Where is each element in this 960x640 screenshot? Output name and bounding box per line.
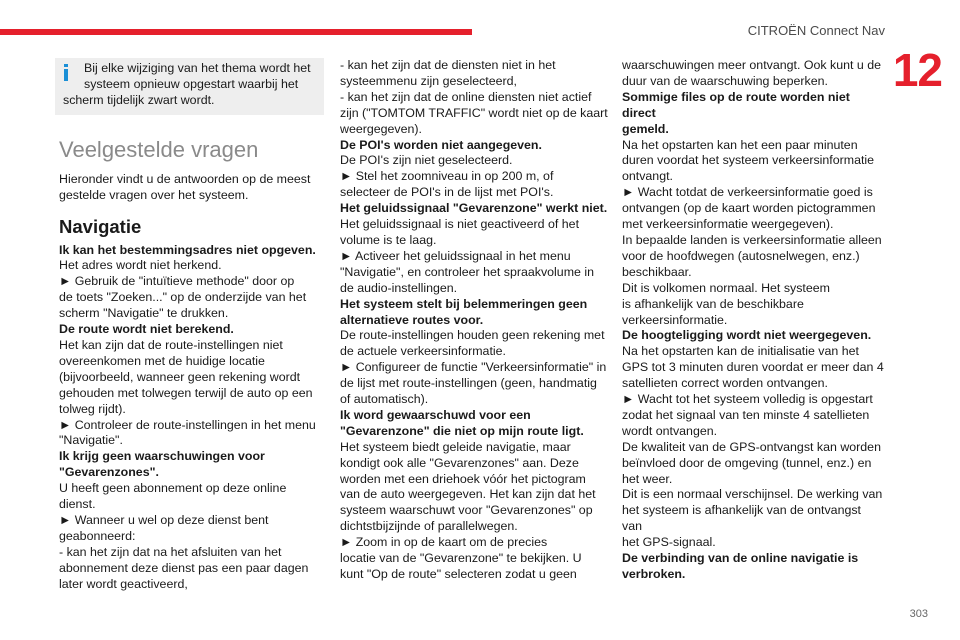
text-line: weergegeven). [340, 121, 422, 136]
text-line: systeemmenu zijn geselecteerd, [340, 73, 517, 88]
question: Ik krijg geen waarschuwingen voor [59, 449, 265, 464]
text-line: volume is te laag. [340, 232, 437, 247]
text-line: Na het opstarten kan de initialisatie van het [622, 344, 859, 359]
text-line: ► Configureer de functie "Verkeersinformatie" in [340, 360, 607, 375]
question: "Gevarenzone" die niet op mijn route ligt. [340, 423, 584, 438]
answer-line: de toets "Zoeken..." op de onderzijde van het [59, 290, 307, 305]
text-line: ► Activeer het geluidssignaal in het menu [340, 248, 571, 263]
column-1 [59, 58, 324, 592]
question: alternatieve routes voor. [340, 312, 484, 327]
question: Het systeem stelt bij belemmeringen geen [340, 296, 588, 311]
text-line: satellieten correct worden ontvangen. [622, 376, 828, 391]
question: Het geluidssignaal "Gevarenzone" werkt niet. [340, 201, 608, 216]
text-line: van de auto weergegeven. Het kan zijn dat het [340, 487, 596, 502]
text-line: selecteer de POI's in de lijst met POI's. [340, 185, 554, 200]
text-line: dichtstbijzijnde of parallelwegen. [340, 519, 518, 534]
text-line: - kan het zijn dat de diensten niet in het [340, 58, 556, 72]
text-line: beschikbaar. [622, 264, 692, 279]
answer-line: geabonneerd: [59, 528, 136, 543]
header-accent-bar [0, 29, 472, 35]
question: Sommige files op de route worden niet direct [622, 89, 850, 120]
text-line: het systeem is afhankelijk van de ontvangst van [622, 503, 861, 534]
answer-line: gehouden met tolwegen terwijl de auto op een [59, 385, 313, 400]
text-line: Dit is een normaal verschijnsel. De werking van [622, 487, 883, 502]
answer-line: scherm "Navigatie" te drukken. [59, 306, 229, 321]
text-line: De POI's zijn niet geselecteerd. [340, 153, 513, 168]
text-line: De kwaliteit van de GPS-ontvangst kan worden [622, 439, 881, 454]
text-line: wordt ontvangen. [622, 423, 718, 438]
intro-text: Hieronder vindt u de antwoorden op de meest gestelde vragen over het systeem. [59, 171, 311, 202]
info-note [55, 58, 324, 115]
text-line: beïnvloed door de omgeving (tunnel, enz.) en [622, 455, 872, 470]
text-line: voor de hoofdwegen (autosnelwegen, enz.) [622, 248, 860, 263]
answer-line: U heeft geen abonnement op deze online dienst. [59, 481, 287, 512]
text-line: zodat het signaal van ten minste 4 satellieten [622, 407, 870, 422]
text-line: worden met een driehoek vóór het pictogram [340, 471, 586, 486]
question: De route wordt niet berekend. [59, 322, 234, 337]
text-line: ontvangt. [622, 169, 673, 184]
info-line: systeem opnieuw opgestart waarbij het [84, 76, 299, 91]
text-line: Het geluidssignaal is niet geactiveerd of het [340, 217, 580, 232]
answer-line: abonnement deze dienst pas een paar dagen [59, 560, 309, 575]
answer-line: "Navigatie". [59, 433, 123, 448]
text-line: duur van de waarschuwing beperken. [622, 73, 828, 88]
question: verbroken. [622, 567, 686, 581]
info-line: scherm tijdelijk zwart wordt. [63, 92, 215, 107]
text-line: - kan het zijn dat de online diensten niet actief [340, 89, 592, 104]
answer-line: (bijvoorbeeld, wanneer geen rekening wordt [59, 369, 301, 384]
answer-line: Het adres wordt niet herkend. [59, 258, 222, 273]
page-number: 303 [909, 608, 928, 620]
text-line: het GPS-signaal. [622, 535, 716, 550]
text-line: De route-instellingen houden geen rekening met [340, 328, 605, 343]
text-line: systeem waarschuwt voor "Gevarenzones" op [340, 503, 593, 518]
text-line: of automatisch). [340, 392, 429, 407]
answer-line: ► Gebruik de "intuïtieve methode" door op [59, 274, 295, 289]
text-line: duren voordat het systeem verkeersinformatie [622, 153, 875, 168]
answer-line: overeenkomen met de huidige locatie [59, 353, 265, 368]
text-line: is afhankelijk van de beschikbare [622, 296, 804, 311]
text-line: de lijst met route-instellingen (geen, handmatig [340, 376, 597, 391]
info-line: Bij elke wijziging van het thema wordt het [84, 61, 311, 75]
info-icon [64, 64, 68, 81]
text-line: In bepaalde landen is verkeersinformatie alleen [622, 232, 882, 247]
brand-title: CITROËN Connect Nav [747, 23, 885, 38]
question: Ik word gewaarschuwd voor een [340, 407, 531, 422]
text-line: "Navigatie", en controleer het spraakvolume in [340, 264, 594, 279]
answer-line: - kan het zijn dat na het afsluiten van het [59, 544, 282, 559]
chapter-number: 12 [892, 44, 942, 96]
text-line: het weer. [622, 471, 673, 486]
question: De POI's worden niet aangegeven. [340, 137, 542, 152]
answer-line: Het kan zijn dat de route-instellingen niet [59, 337, 283, 352]
text-line: waarschuwingen meer ontvangt. Ook kunt u de [622, 58, 881, 72]
text-line: zijn ("TOMTOM TRAFFIC" wordt niet op de kaart [340, 105, 608, 120]
question: De hoogteligging wordt niet weergegeven. [622, 328, 872, 343]
text-line: locatie van de "Gevarenzone" te bekijken. U [340, 551, 582, 566]
column-3 [622, 58, 884, 583]
section-title: Veelgestelde vragen [59, 136, 259, 162]
text-line: ► Wacht tot het systeem volledig is opgestart [622, 392, 873, 407]
text-line: verkeersinformatie. [622, 312, 728, 327]
answer-line: ► Controleer de route-instellingen in het menu [59, 417, 316, 432]
text-line: Dit is volkomen normaal. Het systeem [622, 280, 830, 295]
text-line: ontvangen (op de kaart worden pictogrammen [622, 201, 876, 216]
question: De verbinding van de online navigatie is [622, 551, 859, 566]
subsection-title: Navigatie [59, 215, 142, 237]
text-line: Het systeem biedt geleide navigatie, maar [340, 439, 571, 454]
answer-line: ► Wanneer u wel op deze dienst bent [59, 512, 269, 527]
text-line: kunt "Op de route" selecteren zodat u geen [340, 567, 577, 581]
text-line: ► Wacht totdat de verkeersinformatie goed is [622, 185, 873, 200]
text-line: de audio-instellingen. [340, 280, 458, 295]
question: Ik kan het bestemmingsadres niet opgeven. [59, 242, 316, 257]
text-line: Na het opstarten kan het een paar minuten [622, 137, 858, 152]
text-line: kondigt ook alle "Gevarenzones" aan. Deze [340, 455, 579, 470]
question: gemeld. [622, 121, 669, 136]
text-line: met verkeersinformatie weergegeven). [622, 217, 834, 232]
column-2 [340, 58, 608, 583]
answer-line: tolweg rijdt). [59, 401, 126, 416]
question: "Gevarenzones". [59, 465, 159, 480]
text-line: ► Stel het zoomniveau in op 200 m, of [340, 169, 554, 184]
text-line: GPS tot 3 minuten duren voordat er meer dan 4 [622, 360, 884, 375]
text-line: ► Zoom in op de kaart om de precies [340, 535, 548, 550]
answer-line: later wordt geactiveerd, [59, 576, 188, 591]
text-line: de actuele verkeersinformatie. [340, 344, 506, 359]
